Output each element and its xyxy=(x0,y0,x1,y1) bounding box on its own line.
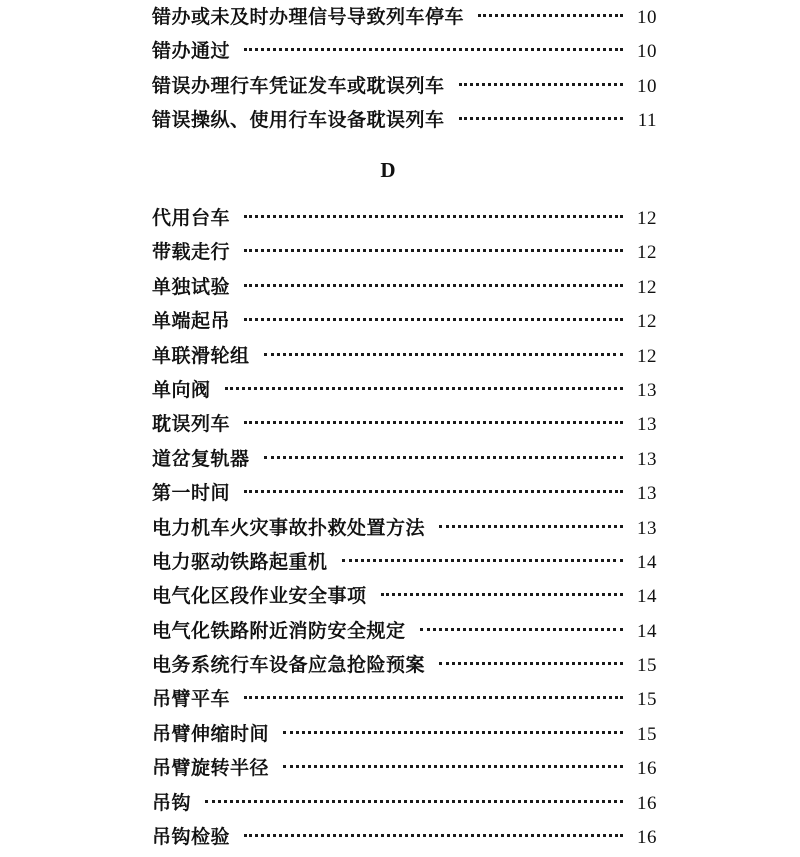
index-entry xyxy=(152,36,657,70)
entry-term: 错办或未及时办理信号导致列车停车 xyxy=(152,6,465,28)
dot-leader xyxy=(264,456,623,459)
entry-term: 单端起吊 xyxy=(152,310,231,333)
entry-page-number: 16 xyxy=(637,758,657,780)
dot-leader xyxy=(225,387,623,390)
index-entry xyxy=(152,237,657,271)
entry-term: 错误操纵、使用行车设备耽误列车 xyxy=(152,109,445,132)
index-entry xyxy=(152,616,657,650)
index-entry xyxy=(152,409,657,443)
index-entry xyxy=(152,444,657,478)
entry-term: 耽误列车 xyxy=(152,413,231,436)
index-entry xyxy=(152,203,657,237)
entry-term: 带载走行 xyxy=(152,241,231,264)
dot-leader xyxy=(244,318,623,321)
section-letter: D xyxy=(380,158,396,182)
entry-term: 吊臂平车 xyxy=(152,688,231,711)
dot-leader xyxy=(205,800,623,803)
entry-term: 第一时间 xyxy=(152,482,231,505)
dot-leader xyxy=(342,559,623,562)
dot-leader xyxy=(459,117,623,120)
entry-term: 电气化区段作业安全事项 xyxy=(152,585,367,608)
index-entry xyxy=(152,581,657,615)
entry-term: 电力驱动铁路起重机 xyxy=(152,550,328,573)
dot-leader xyxy=(459,83,623,86)
dot-leader xyxy=(244,490,623,493)
index-entry xyxy=(152,788,657,822)
entry-term: 道岔复轨器 xyxy=(152,447,250,470)
entry-term: 单向阀 xyxy=(152,378,211,401)
dot-leader xyxy=(244,696,623,699)
entry-term: 错误办理行车凭证发车或耽误列车 xyxy=(152,74,445,97)
dot-leader xyxy=(439,525,623,528)
entry-page-number: 10 xyxy=(637,41,657,63)
entry-term: 电务系统行车设备应急抢险预案 xyxy=(152,654,426,677)
index-entry xyxy=(152,306,657,340)
entry-page-number: 16 xyxy=(637,792,657,814)
entry-page-number: 14 xyxy=(637,620,657,642)
dot-leader xyxy=(478,14,623,17)
index-entry xyxy=(152,478,657,512)
entry-page-number: 13 xyxy=(637,483,657,505)
entry-page-number: 12 xyxy=(637,208,657,229)
index-entry xyxy=(152,341,657,375)
entry-page-number: 12 xyxy=(637,276,657,298)
entry-page-number: 13 xyxy=(637,517,657,539)
index-entry xyxy=(152,650,657,684)
index-entries-before xyxy=(152,2,657,140)
entry-page-number: 15 xyxy=(637,655,657,677)
entry-term: 电气化铁路附近消防安全规定 xyxy=(152,619,406,642)
dot-leader xyxy=(381,593,623,596)
index-entry xyxy=(152,513,657,547)
entry-page-number: 14 xyxy=(637,586,657,608)
dot-leader xyxy=(244,421,623,424)
entry-term: 单联滑轮组 xyxy=(152,344,250,367)
dot-leader xyxy=(244,249,623,252)
entry-page-number: 15 xyxy=(637,723,657,745)
entry-page-number: 16 xyxy=(637,827,657,849)
entry-page-number: 12 xyxy=(637,242,657,264)
dot-leader xyxy=(439,662,623,665)
dot-leader xyxy=(283,731,623,734)
index-entry xyxy=(152,71,657,105)
dot-leader xyxy=(264,353,623,356)
dot-leader xyxy=(244,215,623,218)
entry-term: 吊钩检验 xyxy=(152,826,231,849)
dot-leader xyxy=(244,834,623,837)
entry-page-number: 10 xyxy=(637,7,657,28)
entry-term: 单独试验 xyxy=(152,275,231,298)
entry-term: 电力机车火灾事故扑救处置方法 xyxy=(152,516,426,539)
entry-term: 吊臂旋转半径 xyxy=(152,757,270,780)
index-entry xyxy=(152,547,657,581)
entry-term: 吊臂伸缩时间 xyxy=(152,722,270,745)
entry-page-number: 14 xyxy=(637,551,657,573)
index-entries-after xyxy=(152,203,657,856)
entry-page-number: 12 xyxy=(637,345,657,367)
section-heading xyxy=(0,158,800,183)
entry-page-number: 15 xyxy=(637,689,657,711)
index-entry xyxy=(152,684,657,718)
entry-page-number: 13 xyxy=(637,379,657,401)
entry-page-number: 10 xyxy=(637,75,657,97)
entry-term: 代用台车 xyxy=(152,207,231,229)
entry-page-number: 11 xyxy=(637,110,657,132)
dot-leader xyxy=(244,284,623,287)
index-entry xyxy=(152,272,657,306)
dot-leader xyxy=(420,628,623,631)
index-entry xyxy=(152,105,657,139)
index-entry xyxy=(152,822,657,856)
dot-leader xyxy=(283,765,623,768)
entry-page-number: 13 xyxy=(637,448,657,470)
index-entry xyxy=(152,753,657,787)
entry-term: 错办通过 xyxy=(152,40,231,63)
index-entry xyxy=(152,2,657,36)
entry-page-number: 12 xyxy=(637,311,657,333)
entry-page-number: 13 xyxy=(637,414,657,436)
entry-term: 吊钩 xyxy=(152,791,192,814)
index-entry xyxy=(152,719,657,753)
index-entry xyxy=(152,375,657,409)
dot-leader xyxy=(244,48,623,51)
